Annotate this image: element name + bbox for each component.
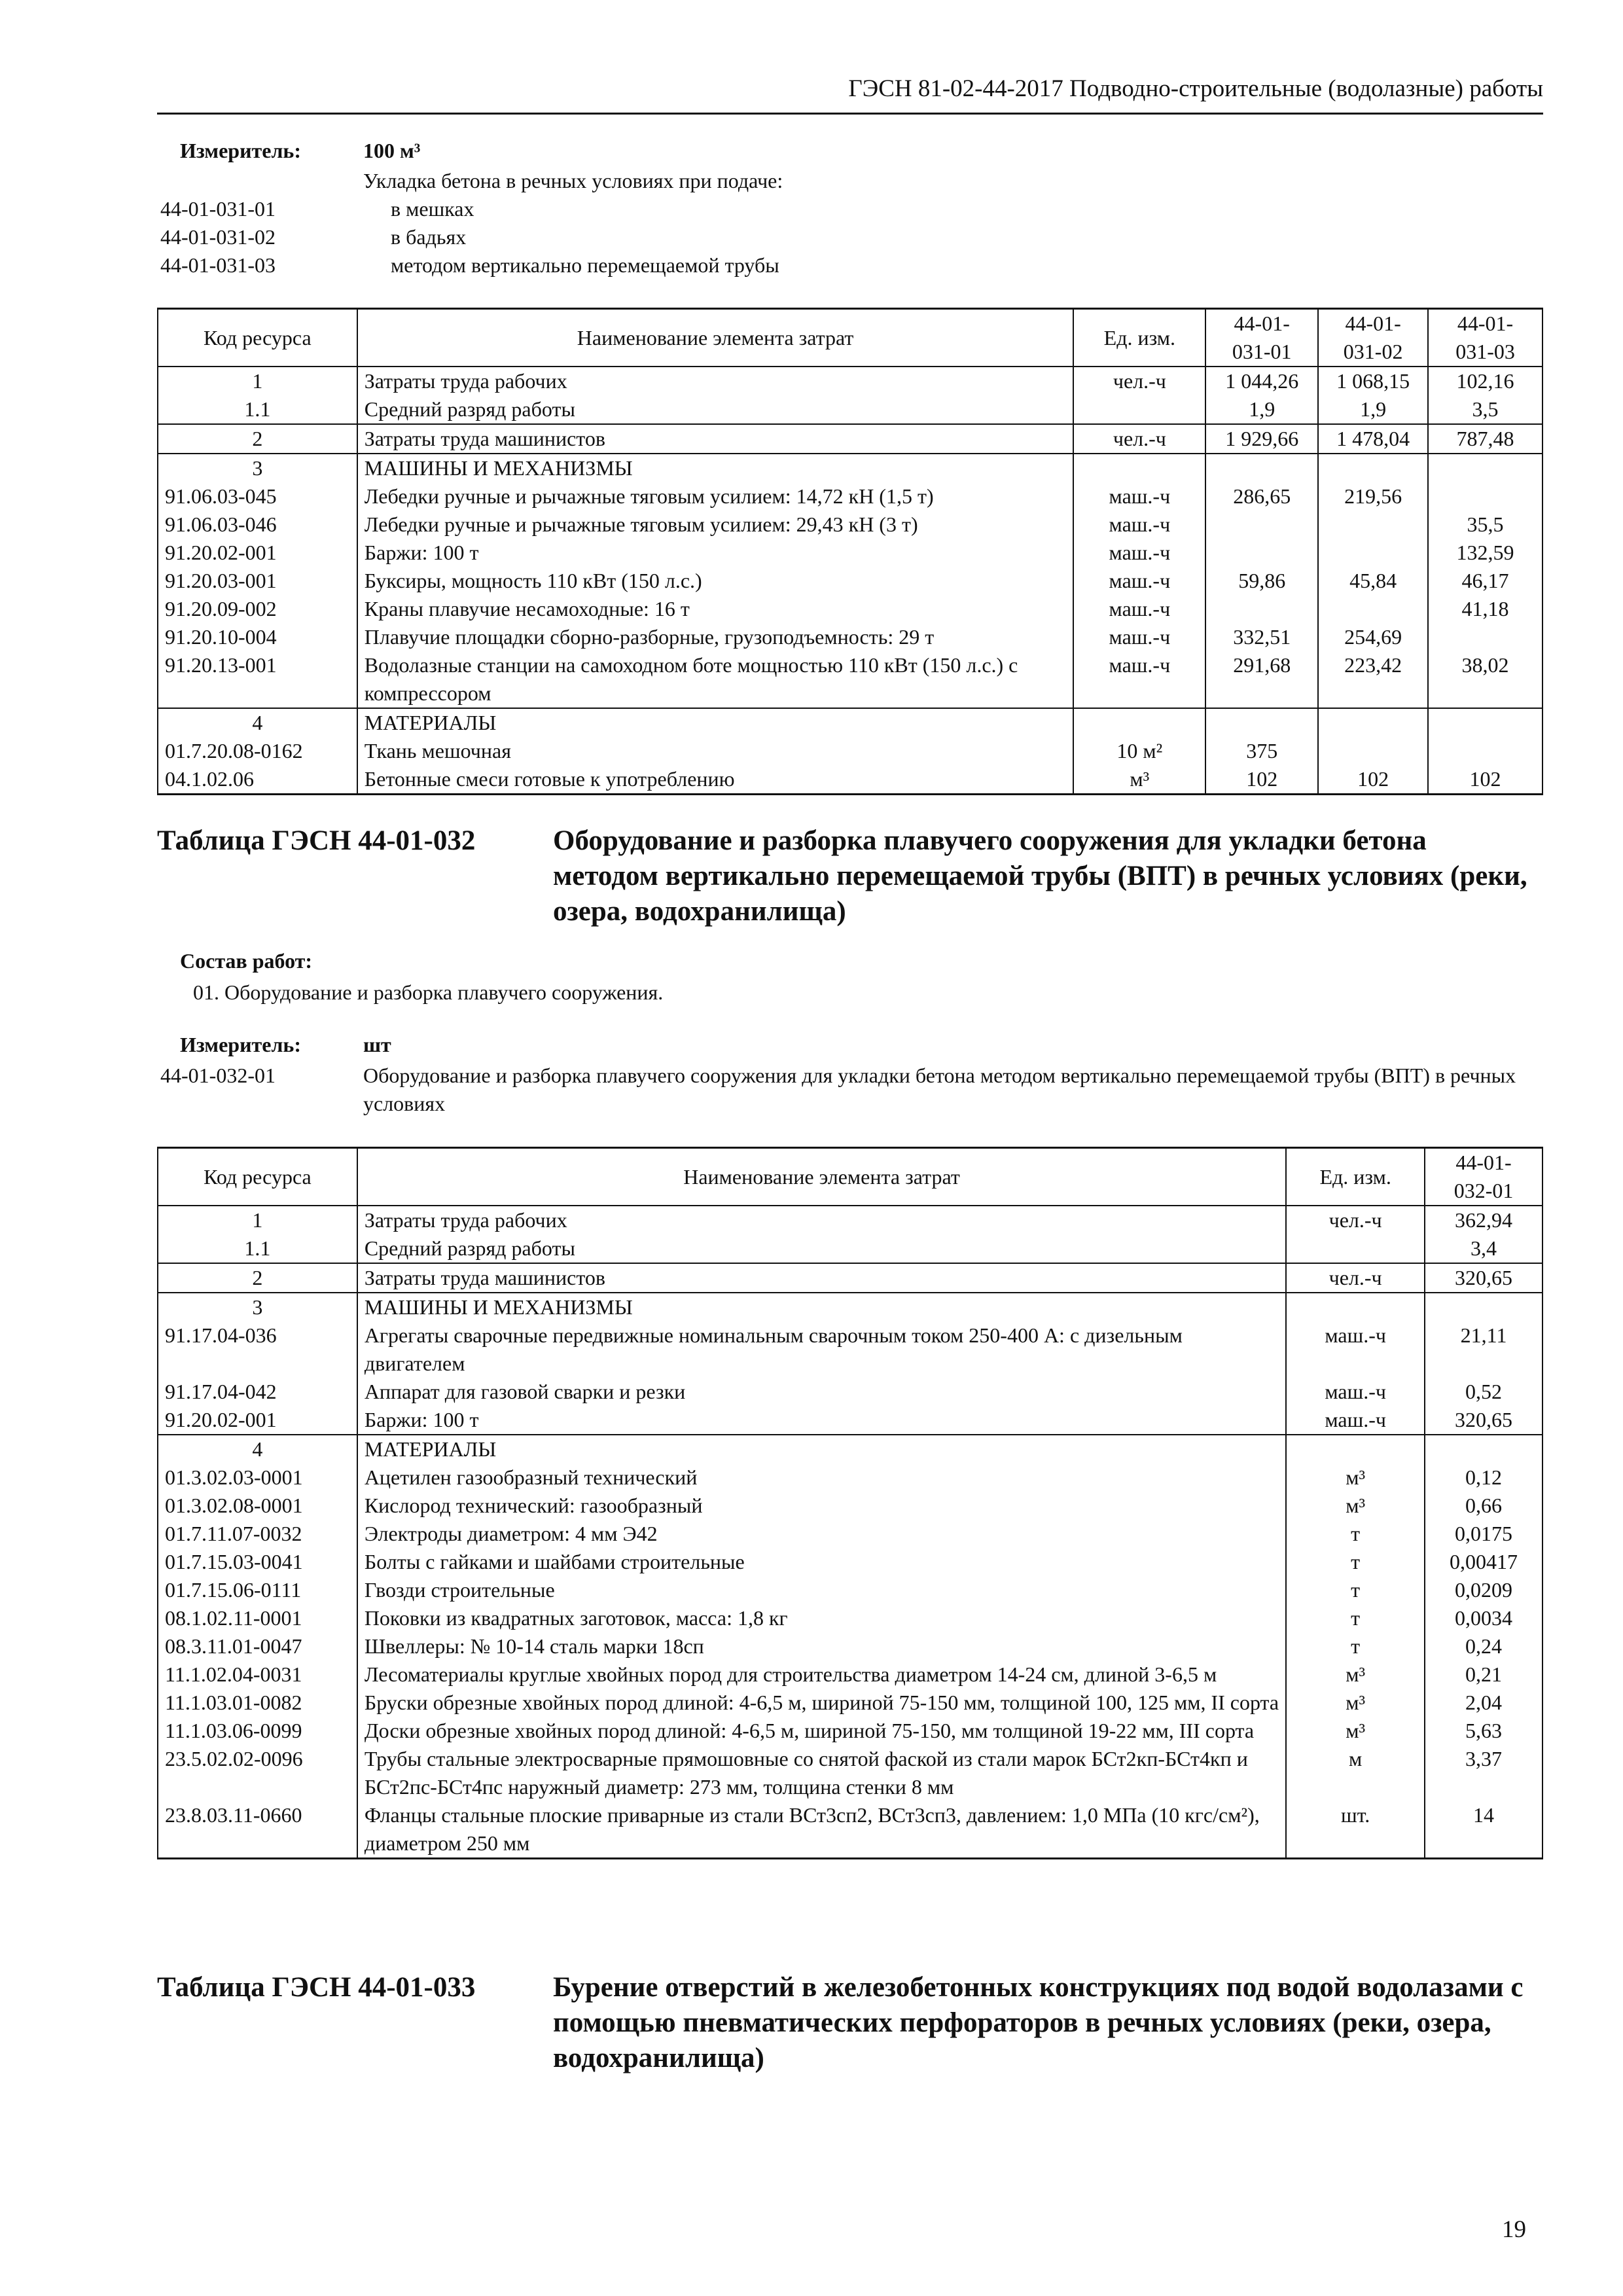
resource-name: Гвозди строительные — [357, 1576, 1286, 1604]
resource-code: 23.8.03.11-0660 — [158, 1801, 357, 1859]
resource-code: 91.17.04-036 — [158, 1321, 357, 1378]
resource-value: 320,65 — [1425, 1406, 1543, 1435]
table-row — [158, 1492, 1543, 1520]
resource-name: Электроды диаметром: 4 мм Э42 — [357, 1520, 1286, 1548]
resource-code: 91.20.13-001 — [158, 651, 357, 708]
table-row — [158, 1293, 1543, 1321]
table-row — [158, 482, 1543, 511]
resource-name: Лебедки ручные и рычажные тяговым усилием: 29,43 кН (3 т) — [357, 511, 1074, 539]
resource-value: 2,04 — [1425, 1689, 1543, 1717]
column-header: 44-01- 032-01 — [1425, 1148, 1543, 1206]
column-header: Наименование элемента затрат — [357, 309, 1074, 367]
measure-value: 100 м³ — [363, 139, 421, 162]
table-row — [158, 737, 1543, 765]
table-row — [158, 1717, 1543, 1745]
resource-value: 1 068,15 — [1318, 367, 1428, 395]
resource-code: 1.1 — [158, 1234, 357, 1263]
resource-name: Затраты труда машинистов — [357, 1263, 1286, 1293]
resource-name: Болты с гайками и шайбами строительные — [357, 1548, 1286, 1576]
resource-value — [1428, 454, 1543, 482]
resource-value: 332,51 — [1205, 623, 1318, 651]
table-033-title: Бурение отверстий в железобетонных конструкциях под водой водолазами с помощью пневматических перфораторов в речных условиях (реки, озера, водохранилища) — [553, 1972, 1524, 2073]
table-row — [158, 1660, 1543, 1689]
resource-value: 0,0175 — [1425, 1520, 1543, 1548]
resource-value: 219,56 — [1318, 482, 1428, 511]
resource-code: 91.20.09-002 — [158, 595, 357, 623]
table-row — [158, 623, 1543, 651]
table-row — [158, 1206, 1543, 1234]
work-item-name: в бадьях — [391, 225, 467, 249]
resource-value: 14 — [1425, 1801, 1543, 1859]
table-row — [158, 1632, 1543, 1660]
resource-code: 91.06.03-045 — [158, 482, 357, 511]
resource-unit: маш.-ч — [1286, 1378, 1425, 1406]
resource-value: 0,66 — [1425, 1492, 1543, 1520]
resource-name: Поковки из квадратных заготовок, масса: 1,8 кг — [357, 1604, 1286, 1632]
resource-value: 59,86 — [1205, 567, 1318, 595]
resource-code: 91.20.10-004 — [158, 623, 357, 651]
item-code-032: 44-01-032-01 — [160, 1064, 276, 1087]
resource-value — [1318, 511, 1428, 539]
resource-value — [1428, 737, 1543, 765]
resource-name: Аппарат для газовой сварки и резки — [357, 1378, 1286, 1406]
resource-unit: маш.-ч — [1073, 511, 1205, 539]
resource-code: 1 — [158, 1206, 357, 1234]
composition-text: 01. Оборудование и разборка плавучего сооружения. — [193, 980, 664, 1004]
composition-label: Состав работ: — [180, 949, 313, 973]
measure-label: Измеритель: — [180, 139, 301, 162]
resource-unit: маш.-ч — [1286, 1321, 1425, 1378]
item-name-032: Оборудование и разборка плавучего сооружения для укладки бетона методом вертикально перемещаемой трубы (ВПТ) в речных условиях — [363, 1064, 1516, 1115]
table-032-label: Таблица ГЭСН 44-01-032 — [157, 825, 476, 856]
resource-unit: маш.-ч — [1286, 1406, 1425, 1435]
resource-unit: шт. — [1286, 1801, 1425, 1859]
resource-code: 91.06.03-046 — [158, 511, 357, 539]
resource-value: 787,48 — [1428, 424, 1543, 454]
resource-unit: маш.-ч — [1073, 595, 1205, 623]
resource-value — [1205, 539, 1318, 567]
work-item-list — [160, 195, 1077, 279]
resource-name: Швеллеры: № 10-14 сталь марки 18сп — [357, 1632, 1286, 1660]
resource-code: 01.7.15.03-0041 — [158, 1548, 357, 1576]
resource-name: Лебедки ручные и рычажные тяговым усилием: 14,72 кН (1,5 т) — [357, 482, 1074, 511]
resource-table-031 — [157, 308, 1543, 795]
work-item — [160, 195, 1077, 223]
resource-name: Фланцы стальные плоские приварные из стали ВСт3сп2, ВСт3сп3, давлением: 1,0 МПа (10 кгс/см²), диаметром 250 мм — [357, 1801, 1286, 1859]
table-row — [158, 567, 1543, 595]
resource-value: 1,9 — [1205, 395, 1318, 424]
resource-code: 08.3.11.01-0047 — [158, 1632, 357, 1660]
resource-value — [1205, 511, 1318, 539]
resource-value: 1 478,04 — [1318, 424, 1428, 454]
work-item-code: 44-01-031-02 — [160, 225, 276, 249]
resource-value: 362,94 — [1425, 1206, 1543, 1234]
work-item-code: 44-01-031-03 — [160, 253, 276, 277]
table-row — [158, 1689, 1543, 1717]
table-row — [158, 1234, 1543, 1263]
table-row — [158, 1321, 1543, 1378]
resource-name: Плавучие площадки сборно-разборные, грузоподъемность: 29 т — [357, 623, 1074, 651]
table-row — [158, 1548, 1543, 1576]
resource-code: 2 — [158, 1263, 357, 1293]
resource-unit: м — [1286, 1745, 1425, 1801]
resource-value — [1318, 737, 1428, 765]
resource-value: 286,65 — [1205, 482, 1318, 511]
resource-name: Средний разряд работы — [357, 395, 1074, 424]
resource-code: 11.1.02.04-0031 — [158, 1660, 357, 1689]
work-item — [160, 251, 1077, 279]
table-row — [158, 539, 1543, 567]
resource-value: 41,18 — [1428, 595, 1543, 623]
table-row — [158, 595, 1543, 623]
resource-value: 291,68 — [1205, 651, 1318, 708]
resource-value: 0,0034 — [1425, 1604, 1543, 1632]
column-header: Ед. изм. — [1073, 309, 1205, 367]
resource-unit: т — [1286, 1632, 1425, 1660]
resource-unit: маш.-ч — [1073, 623, 1205, 651]
resource-value: 254,69 — [1318, 623, 1428, 651]
resource-code: 01.7.15.06-0111 — [158, 1576, 357, 1604]
resource-unit — [1073, 395, 1205, 424]
table-row — [158, 1801, 1543, 1859]
resource-value: 35,5 — [1428, 511, 1543, 539]
table-033-label: Таблица ГЭСН 44-01-033 — [157, 1972, 476, 2003]
resource-name: МАШИНЫ И МЕХАНИЗМЫ — [357, 1293, 1286, 1321]
resource-value: 102 — [1318, 765, 1428, 795]
resource-code: 2 — [158, 424, 357, 454]
column-header: Наименование элемента затрат — [357, 1148, 1286, 1206]
table-row — [158, 367, 1543, 395]
resource-code: 23.5.02.02-0096 — [158, 1745, 357, 1801]
resource-code: 91.20.02-001 — [158, 539, 357, 567]
resource-value: 3,5 — [1428, 395, 1543, 424]
resource-code: 91.20.02-001 — [158, 1406, 357, 1435]
resource-value: 45,84 — [1318, 567, 1428, 595]
resource-value: 0,0209 — [1425, 1576, 1543, 1604]
resource-code: 08.1.02.11-0001 — [158, 1604, 357, 1632]
resource-name: Буксиры, мощность 110 кВт (150 л.с.) — [357, 567, 1074, 595]
resource-name: Лесоматериалы круглые хвойных пород для строительства диаметром 14-24 см, длиной 3-6,5 м — [357, 1660, 1286, 1689]
resource-unit — [1286, 1293, 1425, 1321]
resource-value — [1318, 708, 1428, 737]
work-item — [160, 223, 1077, 251]
resource-value — [1428, 482, 1543, 511]
resource-unit: маш.-ч — [1073, 567, 1205, 595]
running-header — [157, 73, 1543, 115]
column-header: 44-01- 031-03 — [1428, 309, 1543, 367]
table-row — [158, 424, 1543, 454]
resource-value: 132,59 — [1428, 539, 1543, 567]
resource-value: 1,9 — [1318, 395, 1428, 424]
resource-unit: т — [1286, 1604, 1425, 1632]
resource-code: 11.1.03.01-0082 — [158, 1689, 357, 1717]
resource-name: Затраты труда машинистов — [357, 424, 1074, 454]
column-header: Код ресурса — [158, 309, 357, 367]
resource-table-032 — [157, 1147, 1543, 1859]
resource-code: 3 — [158, 1293, 357, 1321]
resource-name: Доски обрезные хвойных пород длиной: 4-6,5 м, шириной 75-150, мм толщиной 19-22 мм, III сорта — [357, 1717, 1286, 1745]
table-row — [158, 1463, 1543, 1492]
resource-code: 1.1 — [158, 395, 357, 424]
resource-code: 11.1.03.06-0099 — [158, 1717, 357, 1745]
work-item-name: методом вертикально перемещаемой трубы — [391, 253, 779, 277]
resource-name: Затраты труда рабочих — [357, 367, 1074, 395]
resource-unit: чел.-ч — [1073, 367, 1205, 395]
table-row — [158, 765, 1543, 795]
resource-value — [1205, 595, 1318, 623]
resource-code: 91.20.03-001 — [158, 567, 357, 595]
resource-value: 102 — [1428, 765, 1543, 795]
resource-unit: 10 м² — [1073, 737, 1205, 765]
resource-code: 91.17.04-042 — [158, 1378, 357, 1406]
resource-name: Краны плавучие несамоходные: 16 т — [357, 595, 1074, 623]
resource-code: 01.3.02.08-0001 — [158, 1492, 357, 1520]
measure-value-032: шт — [363, 1033, 391, 1056]
resource-code: 01.7.20.08-0162 — [158, 737, 357, 765]
measure-label-032: Измеритель: — [180, 1033, 301, 1056]
resource-unit: т — [1286, 1520, 1425, 1548]
resource-value: 0,52 — [1425, 1378, 1543, 1406]
resource-value — [1428, 623, 1543, 651]
resource-value: 0,21 — [1425, 1660, 1543, 1689]
resource-name: Ткань мешочная — [357, 737, 1074, 765]
resource-value: 375 — [1205, 737, 1318, 765]
resource-code: 1 — [158, 367, 357, 395]
resource-value: 38,02 — [1428, 651, 1543, 708]
resource-name: Баржи: 100 т — [357, 539, 1074, 567]
resource-name: Средний разряд работы — [357, 1234, 1286, 1263]
resource-value — [1205, 708, 1318, 737]
resource-name: МАТЕРИАЛЫ — [357, 708, 1074, 737]
resource-value — [1318, 539, 1428, 567]
resource-value: 0,24 — [1425, 1632, 1543, 1660]
resource-unit: м³ — [1073, 765, 1205, 795]
table-row — [158, 708, 1543, 737]
resource-unit — [1286, 1435, 1425, 1463]
resource-value — [1425, 1435, 1543, 1463]
table-row — [158, 1378, 1543, 1406]
resource-unit: маш.-ч — [1073, 482, 1205, 511]
resource-name: Бетонные смеси готовые к употреблению — [357, 765, 1074, 795]
resource-code: 04.1.02.06 — [158, 765, 357, 795]
table-row — [158, 1745, 1543, 1801]
table-row — [158, 1406, 1543, 1435]
table-row — [158, 511, 1543, 539]
column-header: 44-01- 031-01 — [1205, 309, 1318, 367]
resource-value: 320,65 — [1425, 1263, 1543, 1293]
table-row — [158, 1435, 1543, 1463]
resource-unit — [1073, 708, 1205, 737]
table-row — [158, 454, 1543, 482]
column-header: Код ресурса — [158, 1148, 357, 1206]
resource-name: Баржи: 100 т — [357, 1406, 1286, 1435]
resource-value: 102,16 — [1428, 367, 1543, 395]
resource-value — [1205, 454, 1318, 482]
resource-unit: м³ — [1286, 1463, 1425, 1492]
resource-value: 223,42 — [1318, 651, 1428, 708]
resource-unit: м³ — [1286, 1660, 1425, 1689]
table-row — [158, 1576, 1543, 1604]
resource-name: Водолазные станции на самоходном боте мощностью 110 кВт (150 л.с.) с компрессором — [357, 651, 1074, 708]
table-row — [158, 651, 1543, 708]
resource-name: Трубы стальные электросварные прямошовные со снятой фаской из стали марок БСт2кп-БСт4кп и БСт2пс-БСт4пс наружный диаметр: 273 мм, толщина стенки 8 мм — [357, 1745, 1286, 1801]
table-032-title: Оборудование и разборка плавучего сооружения для укладки бетона методом вертикально перемещаемой трубы (ВПТ) в речных условиях (реки, озера, водохранилища) — [553, 825, 1527, 927]
resource-value: 0,00417 — [1425, 1548, 1543, 1576]
resource-unit: т — [1286, 1548, 1425, 1576]
resource-unit — [1286, 1234, 1425, 1263]
resource-name: МАТЕРИАЛЫ — [357, 1435, 1286, 1463]
resource-unit: чел.-ч — [1286, 1263, 1425, 1293]
work-lead: Укладка бетона в речных условиях при подаче: — [363, 169, 783, 192]
table-row — [158, 395, 1543, 424]
resource-value: 0,12 — [1425, 1463, 1543, 1492]
resource-value: 102 — [1205, 765, 1318, 795]
resource-unit: м³ — [1286, 1689, 1425, 1717]
resource-value: 46,17 — [1428, 567, 1543, 595]
resource-name: Ацетилен газообразный технический — [357, 1463, 1286, 1492]
table-row — [158, 1263, 1543, 1293]
resource-unit: маш.-ч — [1073, 539, 1205, 567]
resource-name: МАШИНЫ И МЕХАНИЗМЫ — [357, 454, 1074, 482]
running-header-title: ГЭСН 81-02-44-2017 Подводно-строительные (водолазные) работы — [848, 75, 1543, 102]
resource-name: Затраты труда рабочих — [357, 1206, 1286, 1234]
resource-value: 3,4 — [1425, 1234, 1543, 1263]
resource-code: 4 — [158, 1435, 357, 1463]
resource-value — [1428, 708, 1543, 737]
resource-code: 01.7.11.07-0032 — [158, 1520, 357, 1548]
column-header: Ед. изм. — [1286, 1148, 1425, 1206]
resource-code: 3 — [158, 454, 357, 482]
resource-name: Кислород технический: газообразный — [357, 1492, 1286, 1520]
work-item-code: 44-01-031-01 — [160, 197, 276, 221]
table-row — [158, 1604, 1543, 1632]
resource-value: 1 044,26 — [1205, 367, 1318, 395]
resource-name: Агрегаты сварочные передвижные номинальным сварочным током 250-400 А: с дизельным двигателем — [357, 1321, 1286, 1378]
resource-unit: чел.-ч — [1073, 424, 1205, 454]
resource-value: 1 929,66 — [1205, 424, 1318, 454]
column-header: 44-01- 031-02 — [1318, 309, 1428, 367]
resource-value — [1318, 454, 1428, 482]
resource-value — [1318, 595, 1428, 623]
table-row — [158, 1520, 1543, 1548]
page-number: 19 — [1502, 2216, 1526, 2243]
work-item-name: в мешках — [391, 197, 474, 221]
resource-value: 5,63 — [1425, 1717, 1543, 1745]
resource-unit: м³ — [1286, 1492, 1425, 1520]
resource-unit: чел.-ч — [1286, 1206, 1425, 1234]
resource-value: 21,11 — [1425, 1321, 1543, 1378]
resource-code: 4 — [158, 708, 357, 737]
resource-name: Бруски обрезные хвойных пород длиной: 4-6,5 м, шириной 75-150 мм, толщиной 100, 125 мм, II сорта — [357, 1689, 1286, 1717]
resource-code: 01.3.02.03-0001 — [158, 1463, 357, 1492]
resource-unit — [1073, 454, 1205, 482]
resource-unit: маш.-ч — [1073, 651, 1205, 708]
resource-unit: м³ — [1286, 1717, 1425, 1745]
resource-value — [1425, 1293, 1543, 1321]
resource-value: 3,37 — [1425, 1745, 1543, 1801]
resource-unit: т — [1286, 1576, 1425, 1604]
